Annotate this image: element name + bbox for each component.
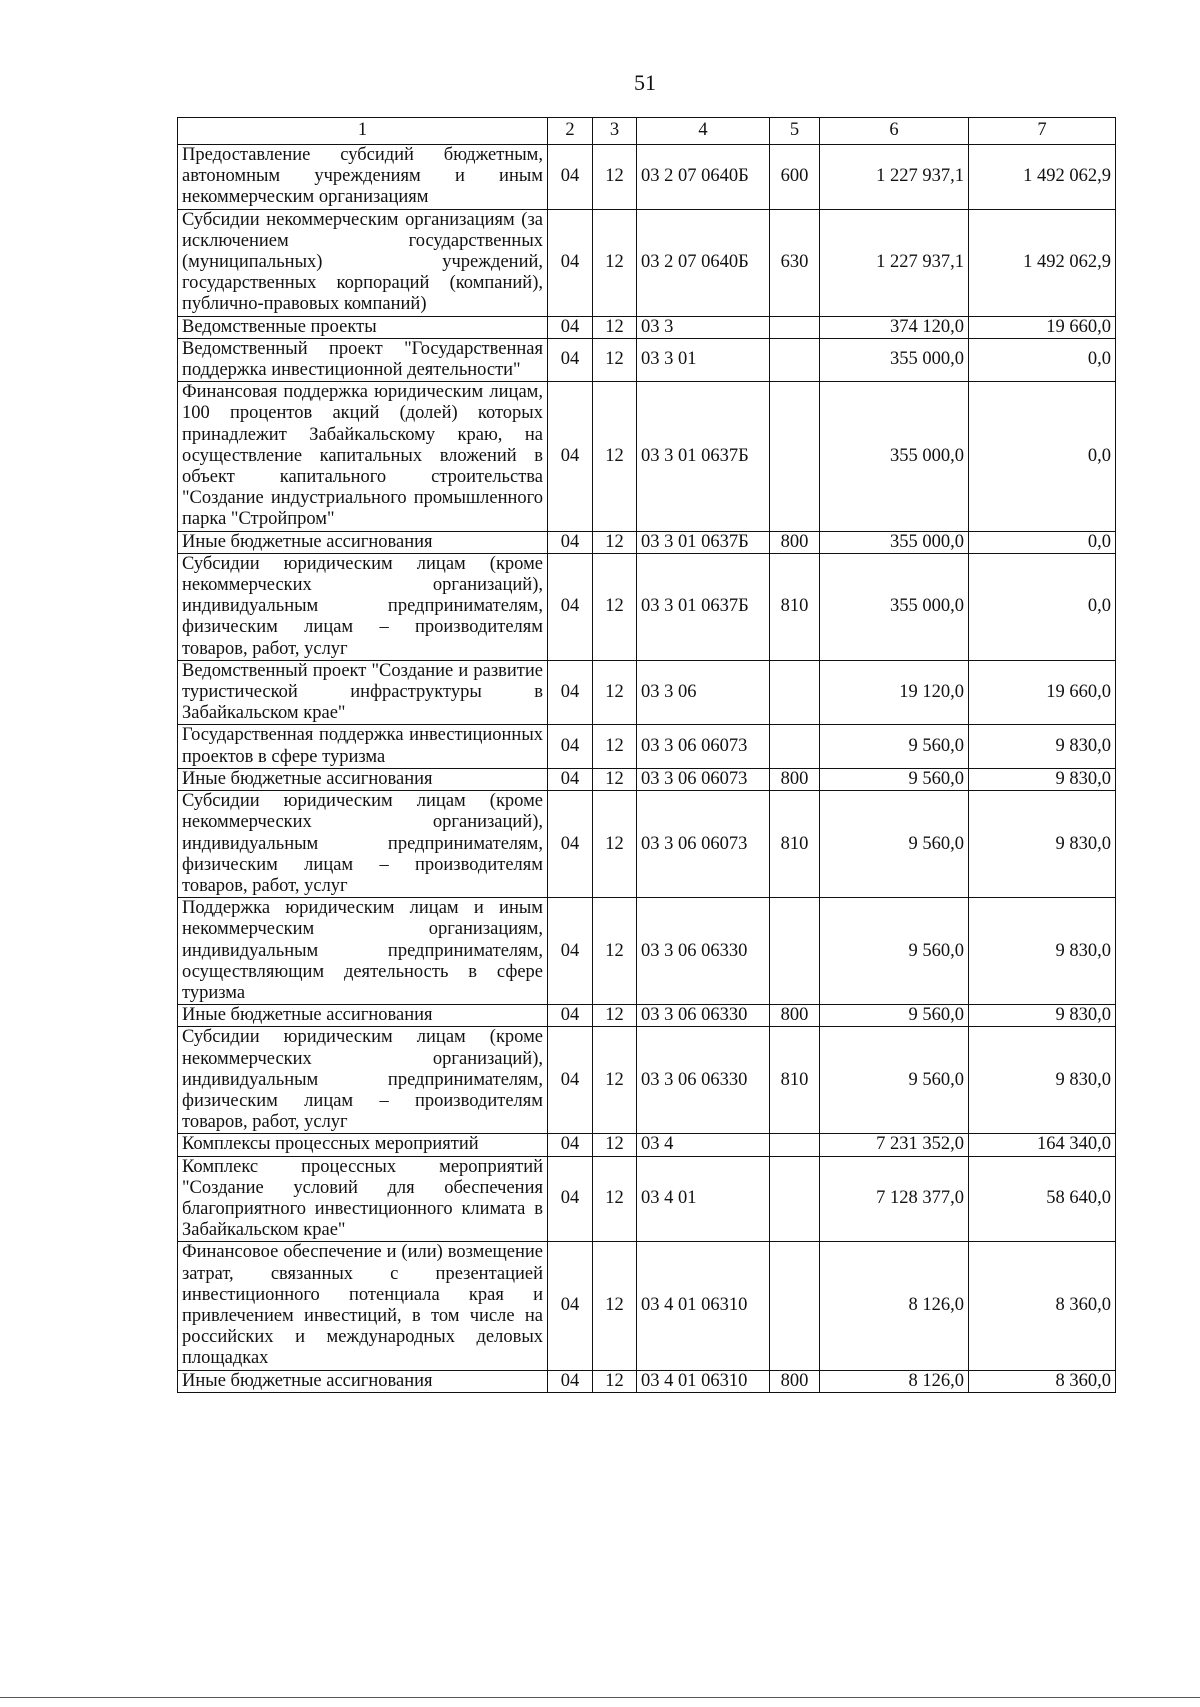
row-c4-cell: 03 4 01 <box>637 1156 770 1242</box>
row-c7-cell: 19 660,0 <box>969 660 1116 725</box>
row-c5-cell <box>770 660 820 725</box>
row-c6-cell: 1 227 937,1 <box>820 209 969 316</box>
table-row <box>178 660 1116 725</box>
row-c3-cell: 12 <box>593 209 637 316</box>
header-cell: 7 <box>969 118 1116 145</box>
row-c7-cell: 9 830,0 <box>969 791 1116 898</box>
row-c6-cell: 9 560,0 <box>820 725 969 768</box>
row-c7-cell: 9 830,0 <box>969 898 1116 1005</box>
row-name-cell: Комплексы процессных мероприятий <box>178 1134 548 1156</box>
row-c7-cell: 164 340,0 <box>969 1134 1116 1156</box>
row-c3-cell: 12 <box>593 553 637 660</box>
row-c5-cell: 810 <box>770 1027 820 1134</box>
row-c7-cell: 9 830,0 <box>969 725 1116 768</box>
row-c7-cell: 19 660,0 <box>969 316 1116 338</box>
table-row <box>178 382 1116 531</box>
row-c2-cell: 04 <box>548 725 593 768</box>
row-c6-cell: 7 128 377,0 <box>820 1156 969 1242</box>
row-c5-cell <box>770 382 820 531</box>
table-row <box>178 145 1116 210</box>
row-name-cell: Иные бюджетные ассигнования <box>178 1370 548 1392</box>
row-c2-cell: 04 <box>548 1156 593 1242</box>
row-c2-cell: 04 <box>548 1134 593 1156</box>
row-c3-cell: 12 <box>593 382 637 531</box>
row-name-cell: Поддержка юридическим лицам и иным некоммерческим организациям, индивидуальным предпринимателям, осуществляющим деятельность в сфере туризма <box>178 898 548 1005</box>
row-c5-cell: 810 <box>770 791 820 898</box>
row-c3-cell: 12 <box>593 660 637 725</box>
row-c5-cell: 800 <box>770 1370 820 1392</box>
row-c3-cell: 12 <box>593 768 637 790</box>
row-c2-cell: 04 <box>548 338 593 381</box>
table-row <box>178 791 1116 898</box>
row-name-cell: Иные бюджетные ассигнования <box>178 768 548 790</box>
row-c4-cell: 03 2 07 0640Б <box>637 145 770 210</box>
row-name-cell: Ведомственный проект "Государственная поддержка инвестиционной деятельности" <box>178 338 548 381</box>
row-c6-cell: 9 560,0 <box>820 1027 969 1134</box>
row-c6-cell: 19 120,0 <box>820 660 969 725</box>
row-c6-cell: 8 126,0 <box>820 1370 969 1392</box>
row-c3-cell: 12 <box>593 791 637 898</box>
row-c3-cell: 12 <box>593 1134 637 1156</box>
row-c3-cell: 12 <box>593 145 637 210</box>
row-c4-cell: 03 3 06 06330 <box>637 898 770 1005</box>
row-c2-cell: 04 <box>548 1005 593 1027</box>
row-c6-cell: 8 126,0 <box>820 1242 969 1370</box>
row-c5-cell <box>770 898 820 1005</box>
row-name-cell: Комплекс процессных мероприятий "Создание условий для обеспечения благоприятного инвестиционного климата в Забайкальском крае" <box>178 1156 548 1242</box>
row-c7-cell: 0,0 <box>969 553 1116 660</box>
row-c5-cell: 810 <box>770 553 820 660</box>
row-c7-cell: 0,0 <box>969 338 1116 381</box>
row-c6-cell: 9 560,0 <box>820 791 969 898</box>
row-c3-cell: 12 <box>593 898 637 1005</box>
row-c4-cell: 03 3 06 06073 <box>637 791 770 898</box>
header-cell: 1 <box>178 118 548 145</box>
row-c7-cell: 0,0 <box>969 382 1116 531</box>
row-c4-cell: 03 3 06 <box>637 660 770 725</box>
row-c7-cell: 9 830,0 <box>969 1005 1116 1027</box>
row-c3-cell: 12 <box>593 1027 637 1134</box>
table-row <box>178 209 1116 316</box>
row-c2-cell: 04 <box>548 531 593 553</box>
row-c3-cell: 12 <box>593 1156 637 1242</box>
row-c7-cell: 1 492 062,9 <box>969 209 1116 316</box>
row-c7-cell: 9 830,0 <box>969 1027 1116 1134</box>
row-c6-cell: 9 560,0 <box>820 898 969 1005</box>
row-c6-cell: 9 560,0 <box>820 1005 969 1027</box>
row-c6-cell: 355 000,0 <box>820 531 969 553</box>
row-c5-cell: 800 <box>770 531 820 553</box>
row-c2-cell: 04 <box>548 1242 593 1370</box>
row-c4-cell: 03 3 06 06330 <box>637 1005 770 1027</box>
row-c7-cell: 9 830,0 <box>969 768 1116 790</box>
row-name-cell: Ведомственные проекты <box>178 316 548 338</box>
row-c3-cell: 12 <box>593 1005 637 1027</box>
row-c5-cell <box>770 1242 820 1370</box>
row-c3-cell: 12 <box>593 338 637 381</box>
table-row <box>178 1134 1116 1156</box>
header-cell: 2 <box>548 118 593 145</box>
row-name-cell: Ведомственный проект "Создание и развитие туристической инфраструктуры в Забайкальском крае" <box>178 660 548 725</box>
row-c5-cell: 600 <box>770 145 820 210</box>
row-c6-cell: 355 000,0 <box>820 338 969 381</box>
row-c2-cell: 04 <box>548 898 593 1005</box>
row-c4-cell: 03 3 <box>637 316 770 338</box>
row-c2-cell: 04 <box>548 791 593 898</box>
row-c6-cell: 374 120,0 <box>820 316 969 338</box>
row-name-cell: Субсидии юридическим лицам (кроме некоммерческих организаций), индивидуальным предпринимателям, физическим лицам – производителям товаров, работ, услуг <box>178 1027 548 1134</box>
row-c5-cell <box>770 725 820 768</box>
row-c4-cell: 03 3 01 0637Б <box>637 553 770 660</box>
row-c6-cell: 7 231 352,0 <box>820 1134 969 1156</box>
row-c5-cell <box>770 338 820 381</box>
row-c5-cell <box>770 316 820 338</box>
row-name-cell: Финансовое обеспечение и (или) возмещение затрат, связанных с презентацией инвестиционного потенциала края и привлечением инвестиций, в том числе на российских и международных деловых площадках <box>178 1242 548 1370</box>
row-c6-cell: 355 000,0 <box>820 553 969 660</box>
row-c4-cell: 03 2 07 0640Б <box>637 209 770 316</box>
row-c2-cell: 04 <box>548 145 593 210</box>
table-row <box>178 1027 1116 1134</box>
row-c4-cell: 03 3 01 0637Б <box>637 382 770 531</box>
row-c4-cell: 03 4 01 06310 <box>637 1242 770 1370</box>
header-cell: 3 <box>593 118 637 145</box>
row-name-cell: Субсидии юридическим лицам (кроме некоммерческих организаций), индивидуальным предпринимателям, физическим лицам – производителям товаров, работ, услуг <box>178 791 548 898</box>
row-c3-cell: 12 <box>593 725 637 768</box>
row-c5-cell: 800 <box>770 768 820 790</box>
row-c6-cell: 1 227 937,1 <box>820 145 969 210</box>
row-c6-cell: 355 000,0 <box>820 382 969 531</box>
row-c2-cell: 04 <box>548 553 593 660</box>
table-row <box>178 553 1116 660</box>
row-c2-cell: 04 <box>548 316 593 338</box>
row-c7-cell: 1 492 062,9 <box>969 145 1116 210</box>
row-c3-cell: 12 <box>593 316 637 338</box>
row-name-cell: Финансовая поддержка юридическим лицам, 100 процентов акций (долей) которых принадлежит Забайкальскому краю, на осуществление капитальных вложений в объект капитального строительства "Создание индустриального промышленного парка "Стройпром" <box>178 382 548 531</box>
table-row <box>178 338 1116 381</box>
row-c4-cell: 03 3 01 0637Б <box>637 531 770 553</box>
page-edge-line <box>0 1697 1200 1698</box>
row-c2-cell: 04 <box>548 209 593 316</box>
row-c2-cell: 04 <box>548 1027 593 1134</box>
table-row <box>178 1005 1116 1027</box>
row-c4-cell: 03 3 06 06073 <box>637 768 770 790</box>
row-c4-cell: 03 3 01 <box>637 338 770 381</box>
row-name-cell: Субсидии некоммерческим организациям (за исключением государственных (муниципальных) учреждений, государственных корпораций (компаний), публично-правовых компаний) <box>178 209 548 316</box>
row-c4-cell: 03 3 06 06330 <box>637 1027 770 1134</box>
row-name-cell: Субсидии юридическим лицам (кроме некоммерческих организаций), индивидуальным предпринимателям, физическим лицам – производителям товаров, работ, услуг <box>178 553 548 660</box>
table-row <box>178 768 1116 790</box>
row-name-cell: Иные бюджетные ассигнования <box>178 531 548 553</box>
row-name-cell: Предоставление субсидий бюджетным, автономным учреждениям и иным некоммерческим организациям <box>178 145 548 210</box>
page-number: 51 <box>634 70 656 95</box>
row-c7-cell: 0,0 <box>969 531 1116 553</box>
table-row <box>178 1156 1116 1242</box>
table-row <box>178 531 1116 553</box>
row-c3-cell: 12 <box>593 1242 637 1370</box>
row-c5-cell: 630 <box>770 209 820 316</box>
budget-table <box>177 117 1116 1393</box>
row-c4-cell: 03 3 06 06073 <box>637 725 770 768</box>
row-name-cell: Государственная поддержка инвестиционных проектов в сфере туризма <box>178 725 548 768</box>
row-c3-cell: 12 <box>593 1370 637 1392</box>
row-c5-cell: 800 <box>770 1005 820 1027</box>
row-c2-cell: 04 <box>548 660 593 725</box>
table-row <box>178 1370 1116 1392</box>
row-c4-cell: 03 4 <box>637 1134 770 1156</box>
row-c6-cell: 9 560,0 <box>820 768 969 790</box>
row-c5-cell <box>770 1156 820 1242</box>
row-c3-cell: 12 <box>593 531 637 553</box>
row-c2-cell: 04 <box>548 1370 593 1392</box>
row-c4-cell: 03 4 01 06310 <box>637 1370 770 1392</box>
table-header-row <box>178 118 1116 145</box>
row-c2-cell: 04 <box>548 768 593 790</box>
row-c7-cell: 8 360,0 <box>969 1242 1116 1370</box>
header-cell: 5 <box>770 118 820 145</box>
row-name-cell: Иные бюджетные ассигнования <box>178 1005 548 1027</box>
row-c5-cell <box>770 1134 820 1156</box>
header-cell: 4 <box>637 118 770 145</box>
header-cell: 6 <box>820 118 969 145</box>
table-row <box>178 316 1116 338</box>
table-row <box>178 898 1116 1005</box>
table-row <box>178 1242 1116 1370</box>
row-c7-cell: 58 640,0 <box>969 1156 1116 1242</box>
table-row <box>178 725 1116 768</box>
row-c7-cell: 8 360,0 <box>969 1370 1116 1392</box>
row-c2-cell: 04 <box>548 382 593 531</box>
